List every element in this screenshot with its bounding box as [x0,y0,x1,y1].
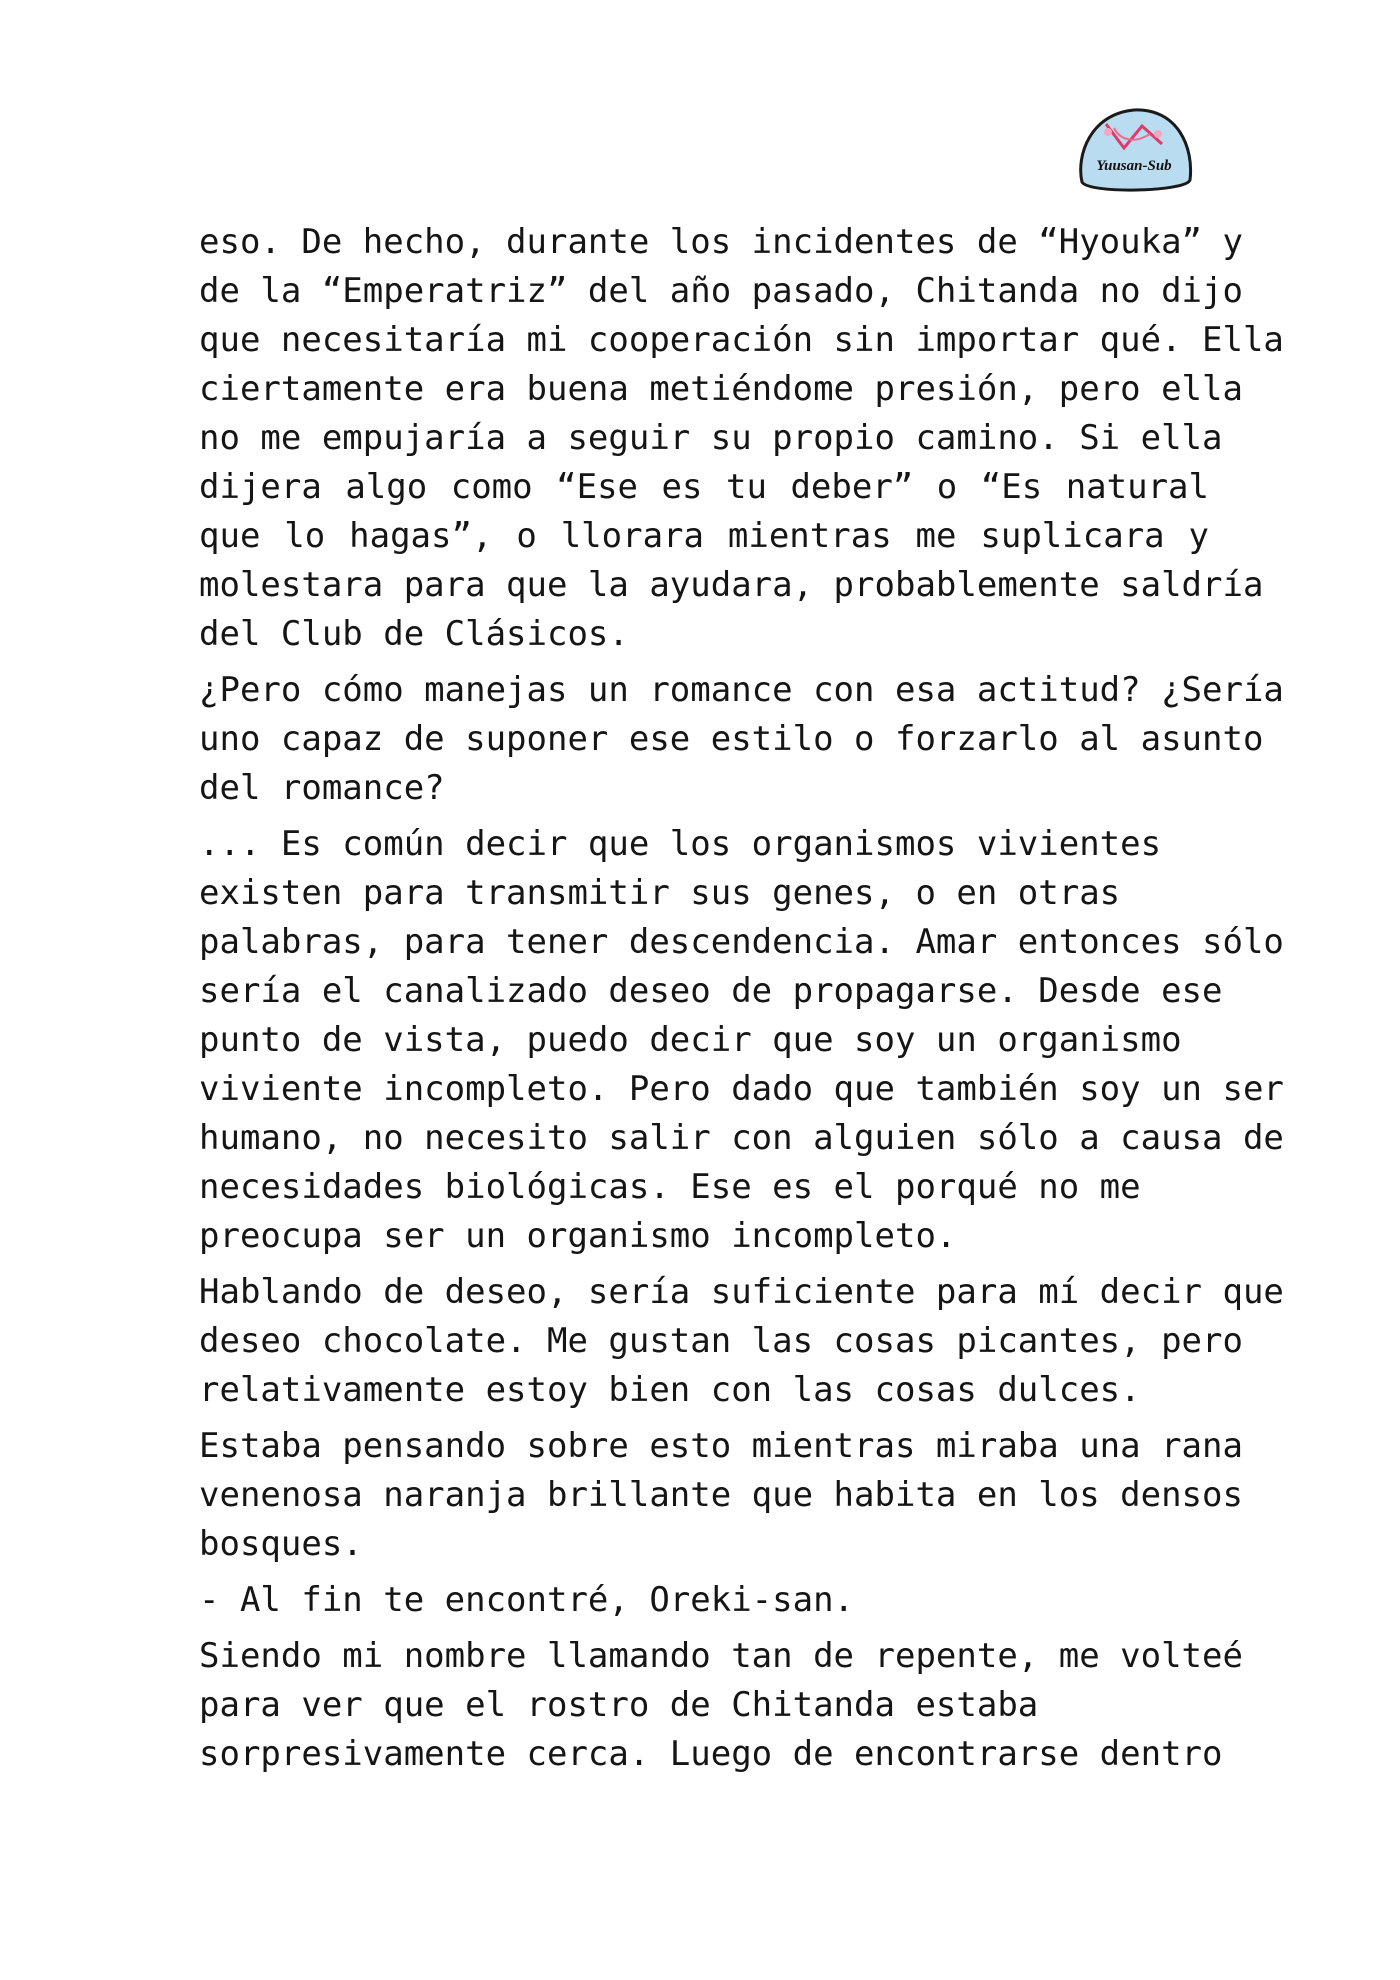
text-line: venenosa naranja brillante que habita en los densos [199,1475,1243,1515]
text-line: sorpresivamente cerca. Luego de encontrarse dentro [199,1734,1223,1774]
paragraph [199,666,1284,813]
logo-badge-icon [1074,104,1196,196]
text-line: relativamente estoy bien con las cosas dulces. [199,1370,1141,1410]
paragraph [199,1268,1284,1415]
document-body [199,218,1284,1786]
text-line: que necesitaría mi cooperación sin importar qué. Ella [199,320,1284,360]
text-line: Estaba pensando sobre esto mientras miraba una rana [199,1426,1243,1466]
paragraph [199,1576,1209,1625]
text-line: - Al fin te encontré, Oreki-san. [199,1580,855,1620]
text-line: del romance? [199,768,445,808]
text-line: dijera algo como “Ese es tu deber” o “Es natural [199,467,1209,507]
yuusan-sub-logo [1074,104,1196,196]
paragraph [199,820,1284,1261]
text-line: molestara para que la ayudara, probablemente saldría [199,565,1264,605]
paragraph [199,218,1284,659]
text-line: Hablando de deseo, sería suficiente para mí decir que [199,1272,1284,1312]
text-line: sería el canalizado deseo de propagarse. Desde ese [199,971,1223,1011]
text-line: del Club de Clásicos. [199,614,629,654]
paragraph [199,1632,1243,1779]
text-line: existen para transmitir sus genes, o en otras [199,873,1121,913]
text-line: uno capaz de suponer ese estilo o forzarlo al asunto [199,719,1264,759]
paragraph [199,1422,1243,1569]
text-line: Siendo mi nombre llamando tan de repente, me volteé [199,1636,1243,1676]
text-line: ... Es común decir que los organismos vivientes [199,824,1162,864]
text-line: necesidades biológicas. Ese es el porqué no me [199,1167,1141,1207]
text-line: punto de vista, puedo decir que soy un organismo [199,1020,1182,1060]
text-line: palabras, para tener descendencia. Amar entonces sólo [199,922,1284,962]
text-line: no me empujaría a seguir su propio camino. Si ella [199,418,1223,458]
text-line: ciertamente era buena metiéndome presión, pero ella [199,369,1243,409]
text-line: ¿Pero cómo manejas un romance con esa actitud? ¿Sería [199,670,1284,710]
text-line: humano, no necesito salir con alguien sólo a causa de [199,1118,1284,1158]
text-line: eso. De hecho, durante los incidentes de “Hyouka” y [199,222,1243,262]
text-line: deseo chocolate. Me gustan las cosas picantes, pero [199,1321,1243,1361]
text-line: viviente incompleto. Pero dado que también soy un ser [199,1069,1284,1109]
logo-text: Yuusan-Sub [1096,158,1172,174]
text-line: preocupa ser un organismo incompleto. [199,1216,957,1256]
text-line: para ver que el rostro de Chitanda estaba [199,1685,1039,1725]
text-line: bosques. [199,1524,363,1564]
text-line: que lo hagas”, o llorara mientras me suplicara y [199,516,1209,556]
text-line: de la “Emperatriz” del año pasado, Chitanda no dijo [199,271,1243,311]
